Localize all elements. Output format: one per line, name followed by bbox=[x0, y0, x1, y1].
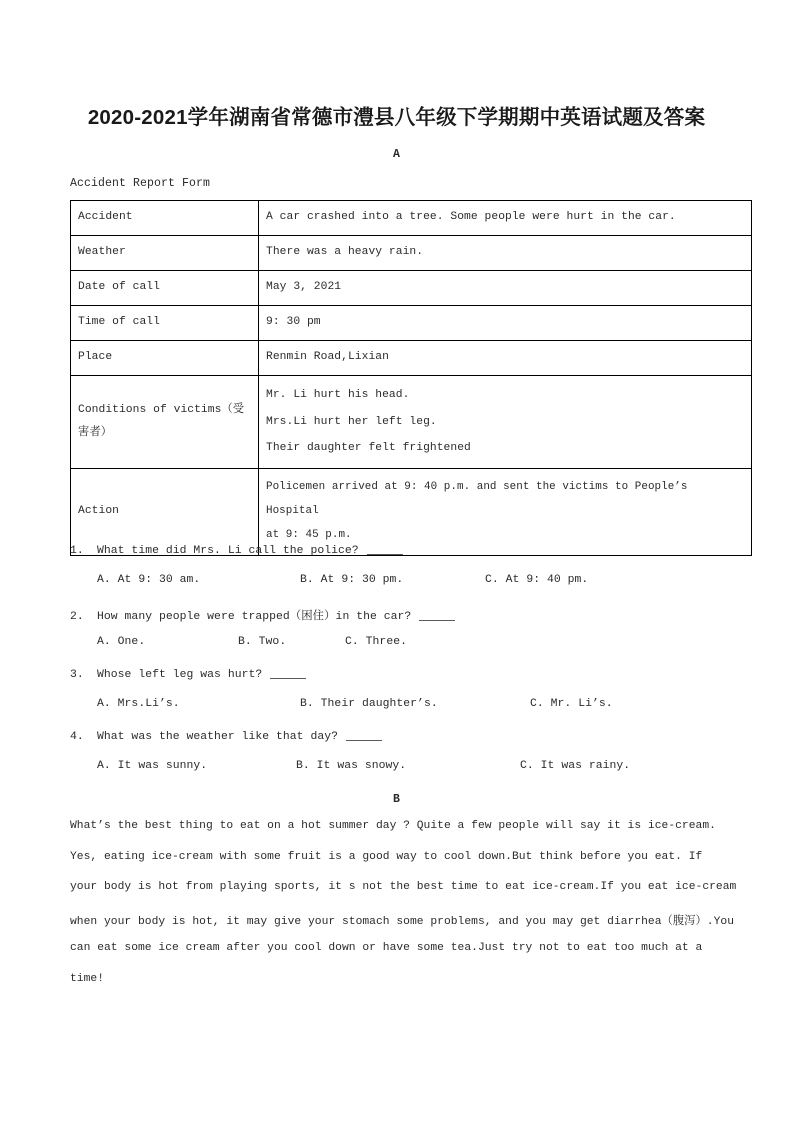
table-row bbox=[71, 306, 752, 341]
table-cell-value bbox=[259, 468, 752, 555]
question-options bbox=[70, 636, 730, 658]
question-number: 1. bbox=[70, 545, 84, 558]
question-options bbox=[70, 760, 730, 782]
accident-report-table bbox=[70, 200, 752, 556]
option-b[interactable]: B. Their daughter’s. bbox=[300, 698, 438, 710]
question-4 bbox=[70, 731, 730, 782]
passage-line: Yes, eating ice-cream with some fruit is a good way to cool down.But think before you eat. If bbox=[70, 850, 703, 863]
table-cell-label: Action bbox=[71, 468, 259, 555]
table-row bbox=[71, 271, 752, 306]
option-c[interactable]: C. At 9: 40 pm. bbox=[485, 574, 589, 586]
accident-report-table-body bbox=[71, 201, 752, 556]
passage-line: What’s the best thing to eat on a hot summer day ? Quite a few people will say it is ice-cream. bbox=[70, 820, 716, 832]
question-2 bbox=[70, 607, 730, 658]
option-a[interactable]: A. At 9: 30 am. bbox=[97, 574, 201, 586]
question-stem bbox=[70, 545, 730, 565]
table-cell-value-line: Mr. Li hurt his head. bbox=[266, 389, 410, 401]
question-text: What time did Mrs. Li call the police? bbox=[97, 545, 359, 558]
question-3 bbox=[70, 669, 730, 720]
question-number: 2. bbox=[70, 611, 84, 623]
accident-report-form-caption: Accident Report Form bbox=[70, 177, 211, 190]
table-cell-value-line: at 9: 45 p.m. bbox=[266, 528, 352, 541]
passage-line: can eat some ice cream after you cool down or have some tea.Just try not to eat too much at a bbox=[70, 942, 703, 954]
table-cell-value: There was a heavy rain. bbox=[259, 236, 752, 271]
answer-blank[interactable] bbox=[346, 731, 382, 741]
option-b[interactable]: B. At 9: 30 pm. bbox=[300, 574, 404, 586]
question-number: 4. bbox=[70, 731, 84, 744]
table-cell-value bbox=[259, 376, 752, 469]
question-options bbox=[70, 698, 730, 720]
question-1 bbox=[70, 545, 730, 596]
table-cell-label: Conditions of victims（受害者） bbox=[71, 376, 259, 469]
table-cell-label: Time of call bbox=[71, 306, 259, 341]
table-row bbox=[71, 236, 752, 271]
section-heading-a: A bbox=[393, 148, 400, 161]
table-cell-value: Renmin Road,Lixian bbox=[259, 341, 752, 376]
passage-b bbox=[70, 820, 737, 1003]
page-title: 2020-2021学年湖南省常德市澧县八年级下学期期中英语试题及答案 bbox=[87, 106, 706, 129]
answer-blank[interactable] bbox=[270, 669, 306, 679]
answer-blank[interactable] bbox=[367, 545, 403, 555]
table-row bbox=[71, 468, 752, 555]
question-number: 3. bbox=[70, 669, 84, 682]
answer-blank[interactable] bbox=[419, 611, 455, 621]
question-stem bbox=[70, 607, 730, 627]
table-row bbox=[71, 201, 752, 236]
question-text: Whose left leg was hurt? bbox=[97, 669, 263, 682]
option-c[interactable]: C. Three. bbox=[345, 636, 407, 648]
question-text: What was the weather like that day? bbox=[97, 731, 338, 744]
question-stem bbox=[70, 731, 730, 751]
question-stem bbox=[70, 669, 730, 689]
option-a[interactable]: A. It was sunny. bbox=[97, 760, 208, 772]
table-cell-value: 9: 30 pm bbox=[259, 306, 752, 341]
table-cell-value-line: Policemen arrived at 9: 40 p.m. and sent the victims to People’s Hospital bbox=[266, 480, 688, 517]
table-row bbox=[71, 376, 752, 469]
table-cell-value: May 3, 2021 bbox=[259, 271, 752, 306]
passage-line: time! bbox=[70, 972, 104, 985]
table-cell-label: Accident bbox=[71, 201, 259, 236]
section-heading-b: B bbox=[393, 793, 400, 806]
table-cell-label: Place bbox=[71, 341, 259, 376]
table-cell-value-line: Mrs.Li hurt her left leg. bbox=[266, 415, 437, 428]
option-a[interactable]: A. One. bbox=[97, 636, 146, 648]
option-c[interactable]: C. Mr. Li’s. bbox=[530, 698, 613, 710]
passage-line: when your body is hot, it may give your stomach some problems, and you may get diarrhea（腹泻）.You bbox=[70, 915, 734, 928]
passage-line: your body is hot from playing sports, it s not the best time to eat ice-cream.If you eat ice-cream bbox=[70, 881, 737, 893]
question-options bbox=[70, 574, 730, 596]
option-b[interactable]: B. It was snowy. bbox=[296, 760, 407, 772]
option-b[interactable]: B. Two. bbox=[238, 636, 287, 648]
table-row bbox=[71, 341, 752, 376]
table-cell-value-line: Their daughter felt frightened bbox=[266, 442, 471, 455]
table-cell-label: Weather bbox=[71, 236, 259, 271]
option-c[interactable]: C. It was rainy. bbox=[520, 760, 631, 772]
question-text: How many people were trapped（困住）in the car? bbox=[97, 611, 412, 623]
table-cell-label: Date of call bbox=[71, 271, 259, 306]
table-cell-value: A car crashed into a tree. Some people were hurt in the car. bbox=[259, 201, 752, 236]
option-a[interactable]: A. Mrs.Li’s. bbox=[97, 698, 180, 710]
